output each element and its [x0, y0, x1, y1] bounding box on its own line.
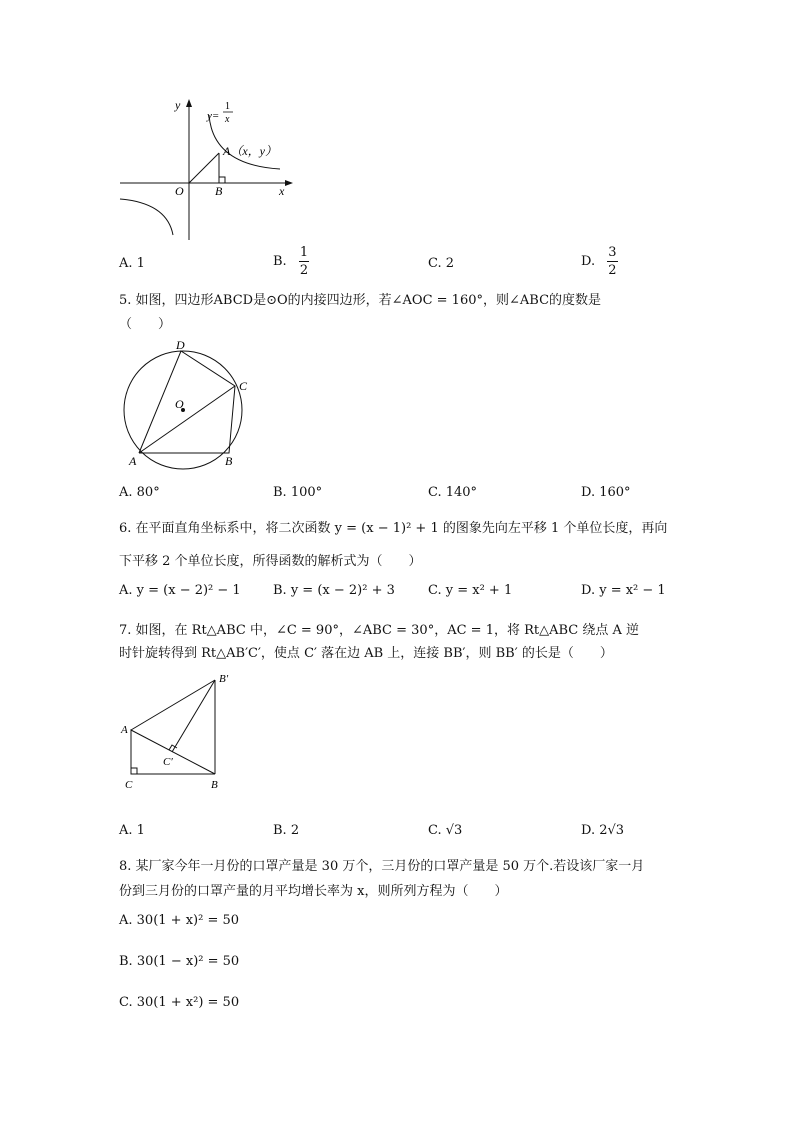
- label-a: A: [121, 724, 128, 736]
- label-d: D: [176, 338, 185, 352]
- function-label-num: 1: [225, 101, 230, 112]
- quadrilateral-abcd: [139, 351, 235, 453]
- q8-option-c[interactable]: C. 30(1 + x²) = 50: [119, 995, 240, 1010]
- segment-oa: [189, 153, 219, 183]
- q7-triangle-figure: [115, 670, 240, 795]
- y-axis-label: y: [175, 98, 181, 112]
- q5-option-a[interactable]: A. 80°: [119, 485, 160, 500]
- q6-stem-line1: 6. 在平面直角坐标系中，将二次函数 y = (x − 1)² + 1 的图象先向左平移 1 个单位长度，再向: [119, 521, 668, 536]
- q4-option-d-den: 2: [608, 263, 617, 278]
- origin-label: O: [175, 184, 184, 198]
- right-angle-mark: [219, 177, 225, 183]
- function-label-lhs: y=: [207, 110, 220, 122]
- q4-option-b-num: 1: [299, 245, 309, 260]
- point-a-label: A（x，y）: [223, 144, 277, 158]
- q6-option-a[interactable]: A. y = (x − 2)² − 1: [119, 583, 241, 598]
- label-b: B: [225, 454, 233, 468]
- label-a: A: [129, 454, 137, 468]
- q4-graph: [115, 95, 300, 245]
- triangle-abc: [131, 730, 215, 774]
- q4-option-c[interactable]: C. 2: [428, 256, 455, 271]
- q4-option-d-prefix: D.: [581, 254, 596, 269]
- q4-option-d[interactable]: [581, 246, 618, 277]
- q8-stem-line2: 份到三月份的口罩产量的月平均增长率为 x，则所列方程为（ ）: [119, 884, 508, 899]
- q4-option-b-den: 2: [299, 263, 309, 278]
- q8-option-b[interactable]: B. 30(1 − x)² = 50: [119, 954, 240, 969]
- q5-option-c[interactable]: C. 140°: [428, 485, 478, 500]
- q7-option-a[interactable]: A. 1: [119, 823, 145, 838]
- q8-option-a[interactable]: A. 30(1 + x)² = 50: [119, 913, 240, 928]
- q6-option-d[interactable]: D. y = x² − 1: [581, 583, 666, 598]
- label-b-prime: B′: [219, 673, 229, 685]
- q5-stem-line2: （ ）: [119, 317, 172, 332]
- q4-option-b[interactable]: [273, 246, 309, 277]
- y-axis-arrow: [186, 99, 192, 107]
- function-label-den: x: [225, 114, 230, 125]
- label-o: O: [175, 397, 184, 411]
- x-axis-label: x: [279, 184, 285, 198]
- label-b: B: [211, 779, 218, 791]
- segment-ab-prime: [131, 680, 215, 730]
- segments-ao-oc: [139, 386, 235, 453]
- q4-option-d-num: 3: [608, 245, 617, 260]
- q7-stem-line1: 7. 如图，在 Rt△ABC 中，∠C = 90°，∠ABC = 30°，AC = 1，将 Rt△ABC 绕点 A 逆: [119, 623, 640, 638]
- q4-option-b-prefix: B.: [273, 254, 287, 269]
- q6-option-c[interactable]: C. y = x² + 1: [428, 583, 513, 598]
- q7-option-c[interactable]: C. √3: [428, 823, 463, 838]
- q7-option-d[interactable]: D. 2√3: [581, 823, 625, 838]
- q5-option-d[interactable]: D. 160°: [581, 485, 631, 500]
- q5-circle-figure: [115, 336, 260, 471]
- label-c: C: [125, 779, 133, 791]
- q4-option-b-fraction: [299, 246, 309, 277]
- q5-option-b[interactable]: B. 100°: [273, 485, 323, 500]
- q4-option-a[interactable]: A. 1: [119, 256, 145, 271]
- hyperbola-branch-right: [209, 115, 280, 169]
- segment-b-prime-c-prime: [172, 680, 215, 752]
- right-angle-mark-c: [131, 768, 137, 774]
- q7-stem-line2: 时针旋转得到 Rt△AB′C′，使点 C′ 落在边 AB 上，连接 BB′，则 BB′ 的长是（ ）: [119, 646, 613, 661]
- q6-option-b[interactable]: B. y = (x − 2)² + 3: [273, 583, 395, 598]
- q6-stem-line2: 下平移 2 个单位长度，所得函数的解析式为（ ）: [119, 554, 422, 569]
- x-axis-arrow: [285, 180, 293, 186]
- label-c-prime: C′: [163, 756, 173, 768]
- q5-stem-line1: 5. 如图，四边形ABCD是⊙O的内接四边形，若∠AOC = 160°，则∠ABC的度数是: [119, 293, 602, 308]
- q4-option-d-fraction: [607, 246, 617, 277]
- point-b-label: B: [215, 184, 223, 198]
- hyperbola-branch-left: [120, 199, 173, 235]
- label-c: C: [239, 379, 248, 393]
- q8-stem-line1: 8. 某厂家今年一月份的口罩产量是 30 万个，三月份的口罩产量是 50 万个.若设该厂家一月: [119, 859, 645, 874]
- q7-option-b[interactable]: B. 2: [273, 823, 300, 838]
